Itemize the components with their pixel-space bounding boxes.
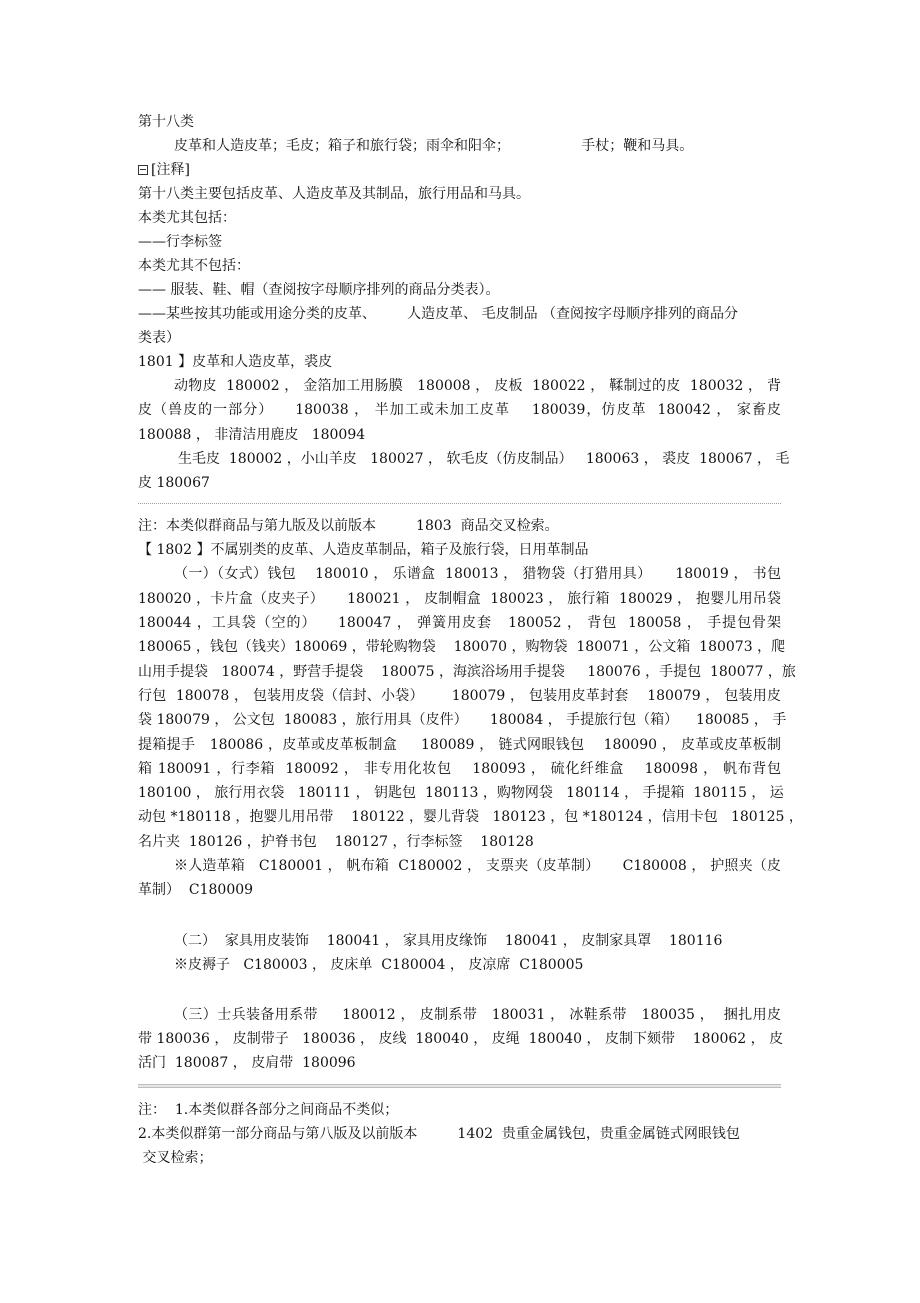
- text-line: （一）（女式）钱包 180010 ， 乐谱盒 180013 ， 猎物袋（打猎用具） 180019 ， 书包: [174, 566, 781, 583]
- text-line: 名片夹 180126 ，护脊书包 180127 ，行李标签 180128: [138, 833, 534, 850]
- class-title: 第十八类: [138, 114, 194, 130]
- intro-line: 本类尤其包括：: [138, 210, 236, 226]
- intro-line: 本类尤其不包括：: [138, 258, 250, 274]
- text-line: 180065 ，钱包（钱夹）180069 ，带轮购物袋 180070 ，购物袋 180071 ，公文箱 180073 ，爬: [138, 639, 786, 656]
- group-1802-part2: （二） 家具用皮装饰 180041 ， 家具用皮缘饰 180041 ， 皮制家具罩 180116: [174, 932, 723, 949]
- note-1801: 注：本类似群商品与第九版及以前版本 1803 商品交叉检索。: [138, 518, 559, 535]
- text-line: 带 180036 ， 皮制带子 180036 ， 皮线 180040 ， 皮绳 180040 ， 皮制下颏带 180062 ， 皮: [138, 1030, 784, 1047]
- text-line: 山用手提袋 180074 ，野营手提袋 180075 ，海滨浴场用手提袋 180076 ，手提包 180077 ，旅: [138, 663, 796, 680]
- group-1802-part3: [138, 1003, 784, 1076]
- intro-line: ——行李标签: [138, 234, 222, 250]
- text-line: （三）士兵装备用系带 180012 ， 皮制系带 180031 ， 冰鞋系带 180035 ， 捆扎用皮: [174, 1006, 781, 1023]
- note-label: [注释]: [151, 162, 190, 178]
- text-line: 180100 ， 旅行用衣袋 180111 ， 钥匙包 180113 ，购物网袋 180114 ， 手提箱 180115 ， 运: [138, 785, 784, 802]
- text-line: 箱 180091 ，行李箱 180092 ， 非专用化妆包 180093 ， 硫化纤维盒 180098 ， 帆布背包: [138, 760, 781, 777]
- text-line: 行包 180078 ， 包装用皮袋（信封、小袋） 180079 ， 包装用皮革封套 180079 ， 包装用皮: [138, 687, 781, 704]
- text-line: 活门 180087 ， 皮肩带 180096: [138, 1055, 356, 1072]
- group-1801-heading: 1801 】皮革和人造皮革，裘皮: [138, 354, 333, 370]
- text-line: 180088 ， 非清洁用鹿皮 180094: [138, 426, 366, 443]
- text-line: 180044 ，工具袋（空的） 180047 ， 弹簧用皮套 180052 ， 背包 180058 ， 手提包骨架: [138, 615, 781, 632]
- intro-line: ——某些按其功能或用途分类的皮革、 人造皮革、 毛皮制品 （查阅按字母顺序排列的商品分: [138, 306, 739, 322]
- text-line: 皮 180067: [138, 475, 210, 492]
- text-line: 生毛皮 180002 ，小山羊皮 180027 ， 软毛皮（仿皮制品） 180063 ， 裘皮 180067 ， 毛: [178, 450, 790, 467]
- group-1802-part2-star: ※皮褥子 C180003 ， 皮床单 C180004 ， 皮凉席 C180005: [174, 956, 584, 973]
- end-note-line: 2.本类似群第一部分商品与第八版及以前版本 1402 贵重金属钱包，贵重金属链式网眼钱包: [138, 1125, 740, 1142]
- collapse-icon[interactable]: [138, 165, 148, 175]
- text-line: 提箱提手 180086 ，皮革或皮革板制盒 180089 ， 链式网眼钱包 180090 ， 皮革或皮革板制: [138, 736, 781, 753]
- group-1802-heading: 【 1802 】不属别类的皮革、人造皮革制品，箱子及旅行袋，日用革制品: [138, 542, 589, 559]
- text-line: 革制） C180009: [138, 882, 254, 899]
- group-1801-para: [138, 447, 790, 496]
- group-1802-part1: [138, 562, 803, 854]
- group-1802-part1-star: [138, 854, 781, 903]
- end-note-line: 注： 1.本类似群各部分之间商品不类似；: [138, 1101, 399, 1118]
- note-toggle[interactable]: [138, 158, 781, 182]
- intro-line: —— 服装、鞋、帽（查阅按字母顺序排列的商品分类表）。: [138, 282, 500, 298]
- end-note-line: 交叉检索；: [138, 1149, 213, 1166]
- text-line: 皮（兽皮的一部分） 180038 ， 半加工或未加工皮革 180039，仿皮革 180042 ， 家畜皮: [138, 402, 781, 419]
- text-line: 180020 ，卡片盒（皮夹子） 180021 ， 皮制帽盒 180023 ， 旅行箱 180029 ， 抱婴儿用吊袋: [138, 590, 781, 607]
- text-line: ※人造革箱 C180001 ， 帆布箱 C180002 ， 支票夹（皮革制） C180008 ， 护照夹（皮: [174, 858, 781, 875]
- document-page: [138, 110, 803, 1170]
- group-1801-para: [138, 374, 781, 447]
- text-line: 袋 180079 ， 公文包 180083 ，旅行用具（皮件） 180084 ， 手提旅行包（箱） 180085 ， 手: [138, 712, 787, 729]
- text-line: 动包 *180118 ，抱婴儿用吊带 180122 ，婴儿背袋 180123 ，包 *180124 ，信用卡包 180125 ，: [138, 809, 803, 826]
- text-line: 动物皮 180002 ， 金箔加工用肠膜 180008 ， 皮板 180022 ， 鞣制过的皮 180032 ， 背: [174, 378, 781, 394]
- class-heading: 皮革和人造皮革；毛皮；箱子和旅行袋；雨伞和阳伞； 手杖；鞭和马具。: [174, 138, 694, 154]
- intro-line: 第十八类主要包括皮革、人造皮革及其制品，旅行用品和马具。: [138, 186, 530, 202]
- intro-line: 类表）: [138, 330, 180, 346]
